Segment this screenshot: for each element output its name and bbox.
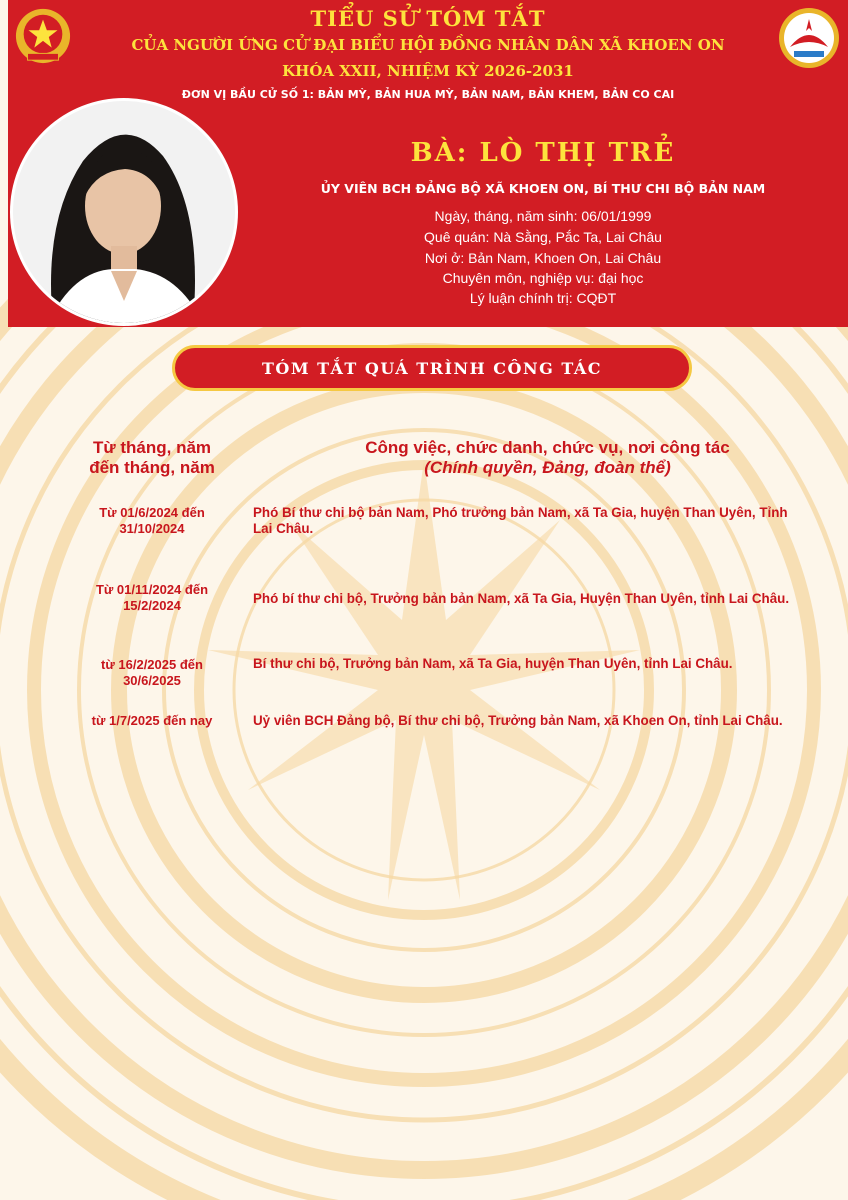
work-line: Uỷ viên BCH Đảng bộ, Bí thư chi bộ, Trưởng bản Nam, xã Khoen On, tỉnh Lai Châu.	[253, 713, 783, 728]
work-line: Bí thư chi bộ, Trưởng bản Nam, xã Ta Gia, huyện Than Uyên, tỉnh Lai Châu.	[253, 656, 733, 671]
table-row-work	[253, 591, 848, 607]
period-line: từ 1/7/2025 đến nay	[91, 713, 213, 728]
period-line: 30/6/2025	[123, 673, 181, 688]
column-header-period-line2: đến tháng, năm	[89, 458, 215, 477]
residence: Nơi ở: Bản Nam, Khoen On, Lai Châu	[424, 250, 662, 266]
candidate-name: BÀ: LÒ THỊ TRẺ	[410, 138, 676, 168]
hometown: Quê quán: Nà Sằng, Pắc Ta, Lai Châu	[424, 229, 662, 245]
column-header-period	[72, 438, 232, 478]
political-theory: Lý luận chính trị: CQĐT	[469, 290, 617, 306]
table-row-work	[253, 656, 848, 672]
work-line: Phó Bí thư chi bộ bản Nam, Phó trưởng bản Nam, xã Ta Gia, huyện Than Uyên, Tỉnh	[253, 505, 788, 520]
document-subtitle: CỦA NGƯỜI ỨNG CỬ ĐẠI BIỂU HỘI ĐỒNG NHÂN DÂN XÃ KHOEN ON	[131, 36, 725, 54]
table-row-work	[253, 713, 848, 729]
electoral-unit: ĐƠN VỊ BẦU CỬ SỐ 1: BẢN MỲ, BẢN HUA MỲ, BẢN NAM, BẢN KHEM, BẢN CO CAI	[181, 88, 675, 101]
column-header-work	[300, 438, 795, 478]
table-row-period	[72, 582, 232, 614]
column-header-work-line2: (Chính quyền, Đảng, đoàn thể)	[424, 458, 671, 477]
table-row-work	[253, 505, 848, 537]
period-line: 15/2/2024	[123, 598, 181, 613]
column-header-work-line1: Công việc, chức danh, chức vụ, nơi công tác	[365, 438, 730, 457]
period-line: Từ 01/6/2024 đến	[99, 505, 205, 520]
period-line: 31/10/2024	[119, 521, 185, 536]
column-header-period-line1: Từ tháng, năm	[92, 438, 212, 457]
section-banner	[172, 345, 692, 391]
candidate-position: ỦY VIÊN BCH ĐẢNG BỘ XÃ KHOEN ON, BÍ THƯ CHI BỘ BẢN NAM	[320, 181, 766, 196]
header-banner	[8, 0, 848, 327]
table-row-period	[72, 657, 232, 689]
term-label: KHÓA XXII, NHIỆM KỲ 2026-2031	[282, 62, 574, 80]
section-title: TÓM TẮT QUÁ TRÌNH CÔNG TÁC	[261, 358, 602, 378]
table-row-period	[72, 505, 232, 537]
work-line: Lai Châu.	[253, 521, 314, 536]
portrait-image	[13, 101, 235, 323]
qualification: Chuyên môn, nghiệp vụ: đại học	[442, 270, 644, 286]
period-line: Từ 01/11/2024 đến	[95, 582, 209, 597]
candidate-photo	[10, 98, 238, 326]
document-title: TIỂU SỬ TÓM TẮT	[310, 6, 546, 31]
work-line: Phó bí thư chi bộ, Trưởng bản bản Nam, xã Ta Gia, Huyện Than Uyên, tỉnh Lai Châu.	[253, 591, 790, 606]
period-line: từ 16/2/2025 đến	[101, 657, 203, 672]
birth-date: Ngày, tháng, năm sinh: 06/01/1999	[434, 208, 652, 224]
table-row-period	[72, 713, 232, 729]
